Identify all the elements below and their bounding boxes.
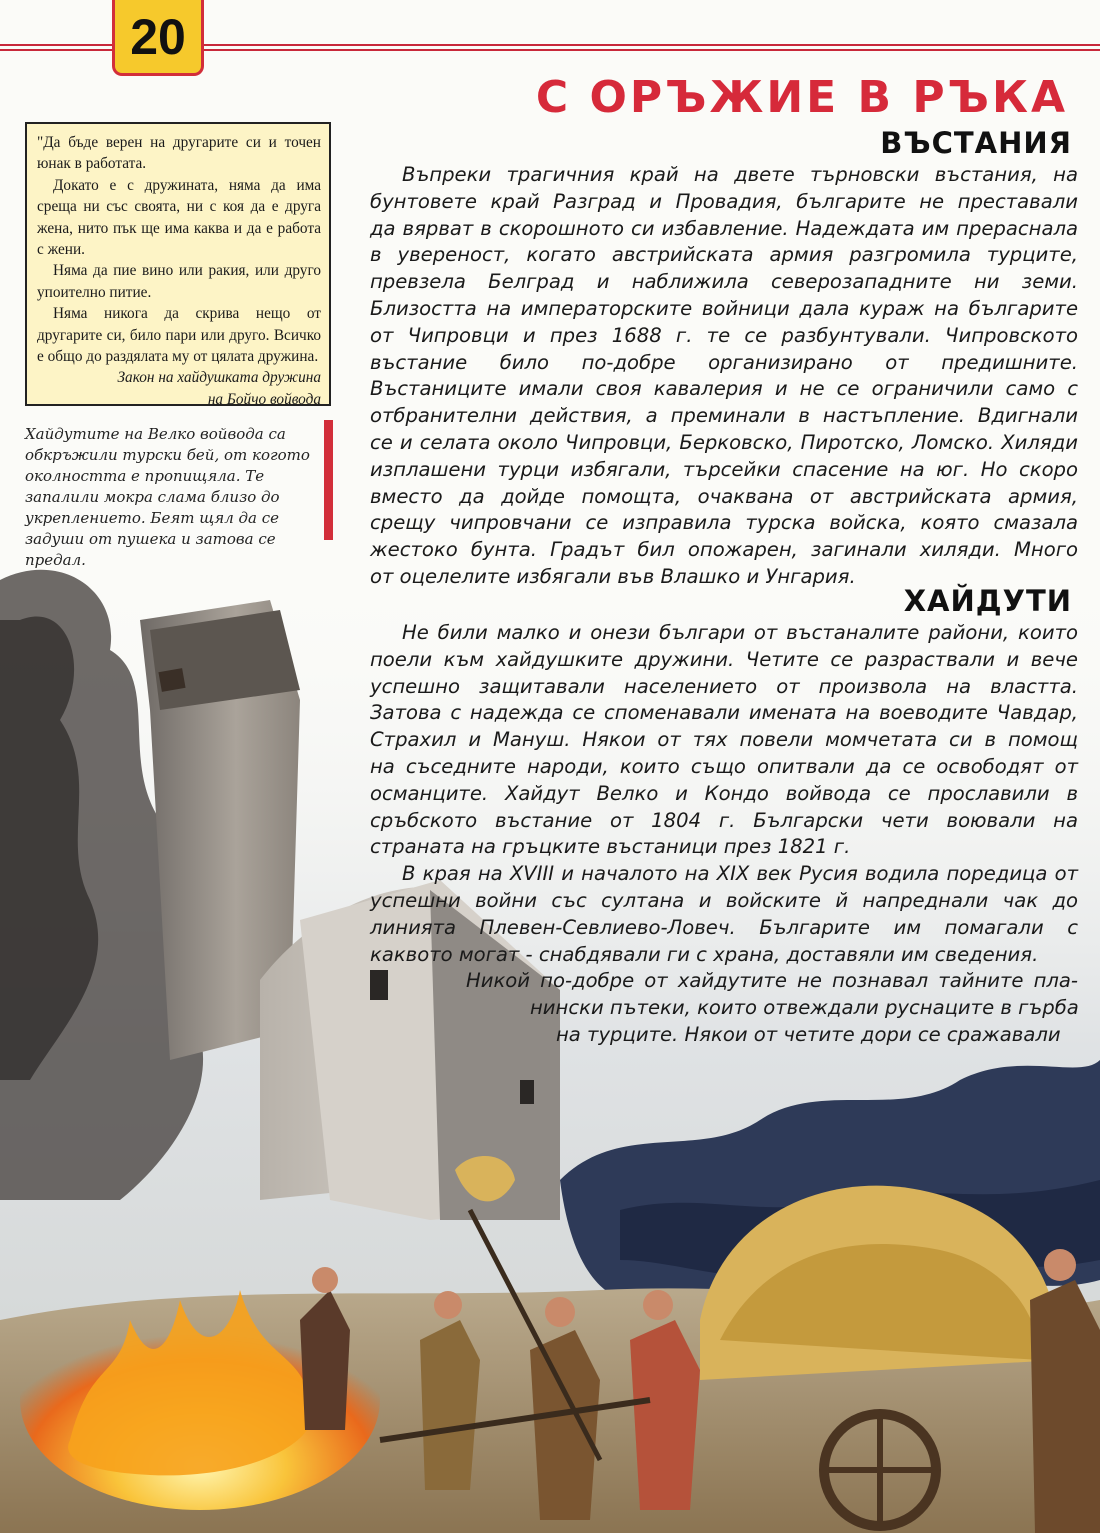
- text-line: отбранителни действия, а преминали в настъпление. Вдигнали: [370, 404, 1078, 428]
- text-line: Никой по-добре от хайдутите не познавал тайните пла-: [466, 969, 1078, 993]
- caption-accent-bar: [324, 420, 333, 540]
- text-line: бунтовете край Разград и Провадия, българите не преставали: [370, 189, 1078, 213]
- text-line: превзела Белград и наближила северозападните ни земи.: [370, 270, 1078, 294]
- text-line: османците. Хайдут Велко и Кондо войвода се прославили в: [370, 781, 1078, 805]
- section-heading-vastaniya: ВЪСТАНИЯ: [880, 126, 1072, 160]
- text-line: от Чипровци и през 1688 г. те се разбунтували. Чипровското: [370, 323, 1078, 347]
- text-line: въстание било по-добре организирано от предишните.: [370, 350, 1078, 374]
- text-line: сръбското въстание от 1804 г. Български чети воювали на: [370, 808, 1078, 832]
- law-paragraph: "Да бъде верен на другарите си и точен юнак в работата.: [37, 134, 321, 173]
- section-body-hayduti: [370, 620, 1078, 1049]
- text-line: Затова с надежда се споменавали имената на воеводите Чавдар,: [370, 701, 1078, 725]
- text-line: срещу чипровчани се изправила турска войска, която смазала: [370, 511, 1078, 535]
- text-line: линията Плевен-Севлиево-Ловеч. Българите им помагали с: [370, 915, 1078, 939]
- text-line: жестоко бунта. Градът бил опожарен, загинали хиляди. Много: [370, 538, 1078, 562]
- law-quote-box: [25, 122, 331, 406]
- text-line: изплашени турци избягали, търсейки спасение на юг. Но скоро: [370, 457, 1078, 481]
- text-line: Въпреки трагичния край на двете търновски въстания, на: [402, 163, 1078, 186]
- text-line: от оцелелите избягали във Влашко и Унгария.: [370, 564, 856, 588]
- law-paragraph: Докато е с дружината, няма да има среща ни със своята, ни с коя да е друга жена, нито пък ще има каква и да е работа с жени.: [37, 176, 321, 259]
- text-line: В края на XVIII и началото на XIX век Русия водила поредица от: [402, 862, 1078, 886]
- illustration-caption: Хайдутите на Велко войвода са обкръжили турски бей, от когото околността е пропищяла. Те запалили мокра слама близо до укреплението. Беят щял да се задуши от пушека и затова се: [25, 425, 310, 548]
- text-line: Не били малко и онези българи от въстаналите райони, които: [402, 621, 1078, 644]
- text-line: да вярват в скорошното си избавление. Надеждата им прераснала: [370, 216, 1078, 240]
- law-signature-line1: Закон на хайдушката дружина: [117, 369, 321, 387]
- text-line: на турците. Някои от четите дори се сражавали: [556, 1022, 1061, 1046]
- text-line: нински пътеки, които отвеждали руснаците в гърба: [530, 996, 1079, 1020]
- text-line: каквото могат - снабдявали ги с храна, доставяли им сведения.: [370, 942, 1039, 966]
- law-paragraph: Няма никога да скрива нещо от другарите си, било пари или друго. Всичко е общо до раздялата му от цялата дружина.: [37, 305, 321, 366]
- text-line: в увереност, когато австрийската армия разгромила турците,: [370, 243, 1078, 267]
- section-heading-hayduti: ХАЙДУТИ: [903, 584, 1072, 618]
- page-number: 20: [130, 8, 186, 65]
- page-title: С ОРЪЖИЕ В РЪКА: [535, 72, 1068, 123]
- text-line: успешно защитавали населението от произвола на властта.: [370, 674, 1078, 698]
- text-line: успешни войни със султана и войските й напреднали чак до: [370, 888, 1078, 912]
- text-line: на съседните народи, които също опитвали да се освободят от: [370, 754, 1078, 778]
- text-line: Близостта на императорските войници дала кураж на българите: [370, 296, 1078, 320]
- page-number-badge: [112, 0, 204, 76]
- text-line: Страхил и Мануш. Някои от тях повели момчетата си в помощ: [370, 728, 1078, 752]
- text-line: страната на гръцките въстаници през 1821 г.: [370, 835, 851, 859]
- text-line: Въстаниците имали своя кавалерия и не се ограничили само с: [370, 377, 1078, 401]
- text-line: се и селата около Чипровци, Берковско, Пиротско, Ломско. Хиляди: [370, 430, 1078, 454]
- text-line: поели към хайдушките дружини. Четите се разраствали и вече: [370, 647, 1078, 671]
- text-line: вместо да дойде помощта, очаквана от австрийската армия,: [370, 484, 1078, 508]
- law-paragraph: Няма да пие вино или ракия, или друго упоително питие.: [37, 262, 321, 301]
- law-signature-line2: на Бойчо войвода: [207, 390, 321, 408]
- section-body-vastaniya: [370, 162, 1078, 591]
